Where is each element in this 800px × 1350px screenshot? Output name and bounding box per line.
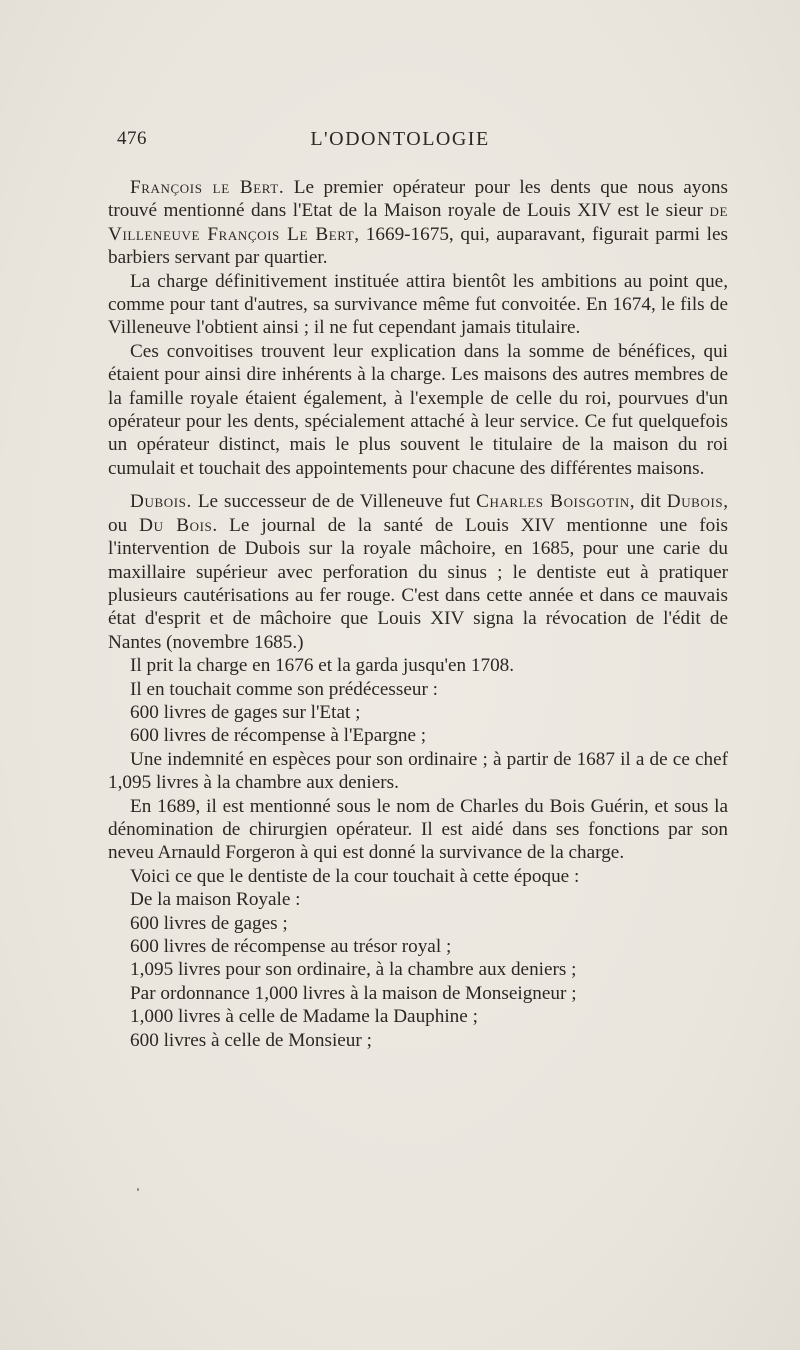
running-title: L'ODONTOLOGIE	[310, 128, 490, 150]
section-heading-francois-le-bert: François le Bert.	[130, 177, 285, 198]
list-item: De la maison Royale :	[130, 889, 301, 911]
person-name: de Villeneuve François Le Bert	[108, 200, 728, 245]
paragraph: En 1689, il est mentionné sous le nom de Charles du Bois Guérin, et sous la dénomination de chirurgien opérateur. Il est aidé dans ses fonctions par son neveu Arnauld Forgeron à qui est donné la survivance de la charge.	[108, 795, 728, 864]
section-heading-dubois: Dubois.	[130, 491, 192, 513]
paragraph: La charge définitivement instituée attira bientôt les ambitions au point que, comme pour tant d'autres, sa survivance même fut convoitée. En 1674, le fils de Villeneuve l'obtient ainsi ; il ne fut cependant jamais titulaire.	[108, 270, 728, 339]
list-item: 600 livres de gages ;	[130, 912, 288, 934]
paragraph: Une indemnité en espèces pour son ordinaire ; à partir de 1687 il a de ce chef 1,095 livres à la chambre aux deniers.	[108, 748, 728, 794]
page-number: 476	[117, 128, 147, 149]
paragraph: Ces convoitises trouvent leur explication dans la somme de bénéfices, qui étaient pour ainsi dire inhérents à la charge. Les maisons des autres membres de la famille royale étaient également, à l'exemple de celle du roi, pourvues d'un opérateur pour les dents, spécialement attaché à leur service. Ce fut quelquefois un opérateur distinct, mais le plus souvent le titulaire de la maison du roi cumulait et touchait des appointements pour chacune des différentes maisons.	[108, 340, 728, 479]
paragraph: Il prit la charge en 1676 et la garda jusqu'en 1708.	[130, 655, 515, 677]
list-item: 600 livres de gages sur l'Etat ;	[130, 701, 361, 723]
paragraph: Il en touchait comme son prédécesseur :	[130, 678, 438, 700]
list-item: 600 livres de récompense à l'Epargne ;	[130, 725, 427, 747]
list-item: 600 livres à celle de Monsieur ;	[130, 1029, 372, 1051]
person-name: Charles Boisgotin	[476, 491, 630, 513]
ink-speck	[137, 1188, 139, 1191]
list-item: Par ordonnance 1,000 livres à la maison de Monseigneur ;	[130, 982, 577, 1004]
paragraph: Voici ce que le dentiste de la cour touchait à cette époque :	[130, 865, 580, 887]
paragraph-dubois: Dubois. Le successeur de de Villeneuve fut Charles Boisgotin, dit Dubois, ou Du Bois. Le journal de la santé de Louis XIV mentionne une fois l'intervention de Dubois sur la royale mâchoire, en 1685, pour une carie du maxillaire supérieur avec perforation du sinus ; le dentiste eut à pratiquer plusieurs cautérisations au fer rouge. C'est dans cette année et dans ce mauvais état d'esprit et de mâchoire que Louis XIV signa la révocation de l'édit de Nantes (novembre 1685.)	[108, 491, 728, 653]
person-name: Du Bois	[139, 514, 213, 536]
list-item: 1,000 livres à celle de Madame la Dauphine ;	[130, 1006, 478, 1028]
person-name: Dubois	[666, 491, 724, 513]
list-item: 1,095 livres pour son ordinaire, à la chambre aux deniers ;	[130, 959, 577, 981]
body-text	[108, 176, 728, 1052]
list-item: 600 livres de récompense au trésor royal ;	[130, 936, 452, 957]
paragraph-francois-le-bert: François le Bert. Le premier opérateur pour les dents que nous ayons trouvé mentionné dans l'Etat de la Maison royale de Louis XIV est le sieur de Villeneuve François Le Bert, 1669-1675, qui, auparavant, figurait parmi les barbiers servant par quartier.	[108, 177, 728, 269]
